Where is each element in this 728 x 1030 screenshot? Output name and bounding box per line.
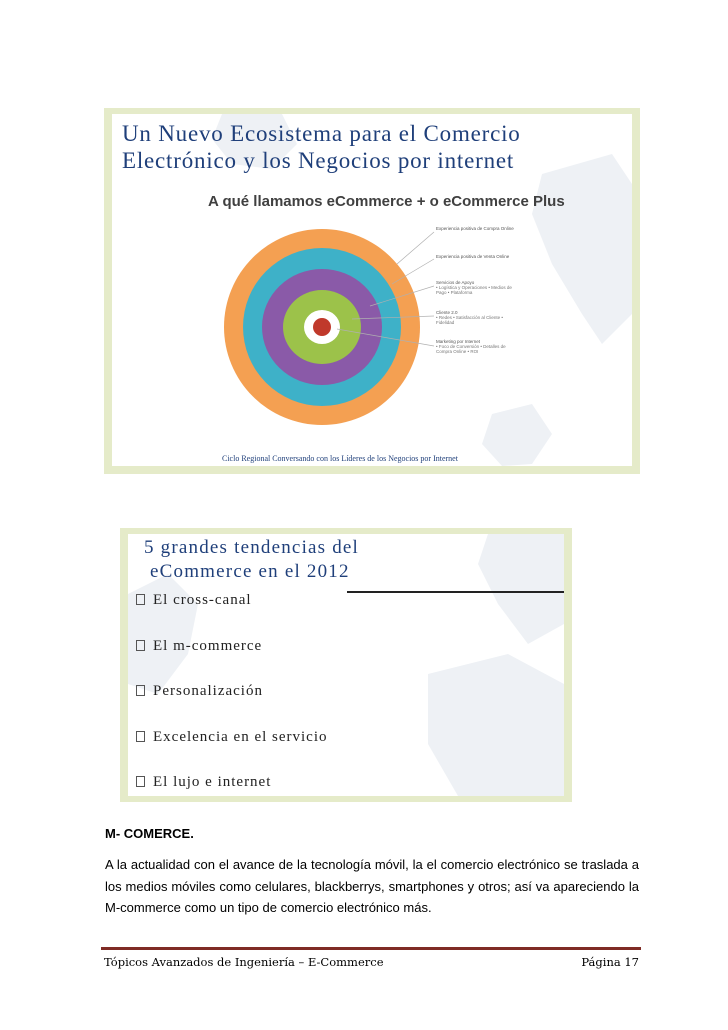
trend-label: El m-commerce bbox=[153, 637, 263, 654]
trend-label: El lujo e internet bbox=[153, 774, 272, 790]
list-item bbox=[136, 774, 328, 796]
slide-tendencias-content bbox=[128, 534, 564, 796]
title-line-1: Un Nuevo Ecosistema para el Comercio bbox=[122, 121, 521, 146]
legend-item bbox=[436, 226, 522, 231]
bullet-icon bbox=[136, 776, 145, 787]
list-item bbox=[136, 683, 328, 729]
title-line-2: eCommerce en el 2012 bbox=[150, 561, 350, 582]
trends-list bbox=[136, 592, 328, 796]
slide-ecosistema-caption: Ciclo Regional Conversando con los Líderes de los Negocios por Internet bbox=[222, 454, 458, 463]
title-underline bbox=[347, 591, 564, 593]
slide-ecosistema-content bbox=[112, 114, 632, 466]
bullet-icon bbox=[136, 731, 145, 742]
page-number: Página 17 bbox=[581, 955, 639, 969]
trend-label: Personalización bbox=[153, 683, 263, 699]
legend-sub: • Foco de Conversión • Detalles de Compra Online • ROI bbox=[436, 344, 506, 354]
list-item bbox=[136, 638, 328, 684]
slide-tendencias bbox=[120, 528, 572, 802]
legend-item bbox=[436, 254, 522, 259]
legend-title: Experiencia positiva de Compra Online bbox=[436, 226, 514, 231]
list-item bbox=[136, 729, 328, 775]
bullet-icon bbox=[136, 685, 145, 696]
legend-item bbox=[436, 310, 522, 325]
legend-item bbox=[436, 339, 522, 354]
legend-title: Marketing por Internet bbox=[436, 339, 481, 344]
list-item bbox=[136, 592, 328, 638]
bullet-icon bbox=[136, 640, 145, 651]
legend-title: Experiencia positiva de Venta Online bbox=[436, 254, 510, 259]
slide-ecosistema bbox=[104, 108, 640, 474]
footer-title: Tópicos Avanzados de Ingeniería – E-Commerce bbox=[104, 955, 384, 969]
legend-title: Cliente 2.0 bbox=[436, 310, 458, 315]
footer-divider bbox=[101, 947, 641, 950]
slide-tendencias-title bbox=[144, 536, 359, 584]
ring-center bbox=[313, 318, 331, 336]
legend-item bbox=[436, 280, 522, 295]
trend-label: El cross-canal bbox=[153, 592, 252, 608]
section-paragraph: A la actualidad con el avance de la tecnología móvil, la el comercio electrónico se traslada a los medios móviles como celulares, blackberrys, smartphones y otros; así va apareciendo la M-commerce como un tipo de comercio electrónico más. bbox=[105, 857, 639, 915]
trend-label: Excelencia en el servicio bbox=[153, 728, 328, 745]
title-line-2: Electrónico y los Negocios por internet bbox=[122, 148, 515, 173]
legend-sub: • Redes • Satisfacción al Cliente • Fidelidad bbox=[436, 315, 504, 325]
legend-sub: • Logística y Operaciones • Medios de Pago • Plataforma bbox=[436, 285, 512, 295]
slide-ecosistema-title bbox=[122, 120, 521, 174]
slide-ecosistema-subtitle: A qué llamamos eCommerce + o eCommerce Plus bbox=[208, 193, 565, 210]
section-heading: M- COMERCE. bbox=[105, 826, 194, 841]
bullet-icon bbox=[136, 594, 145, 605]
title-line-1: 5 grandes tendencias del bbox=[144, 537, 360, 558]
legend-title: Servicios de Apoyo bbox=[436, 280, 475, 285]
